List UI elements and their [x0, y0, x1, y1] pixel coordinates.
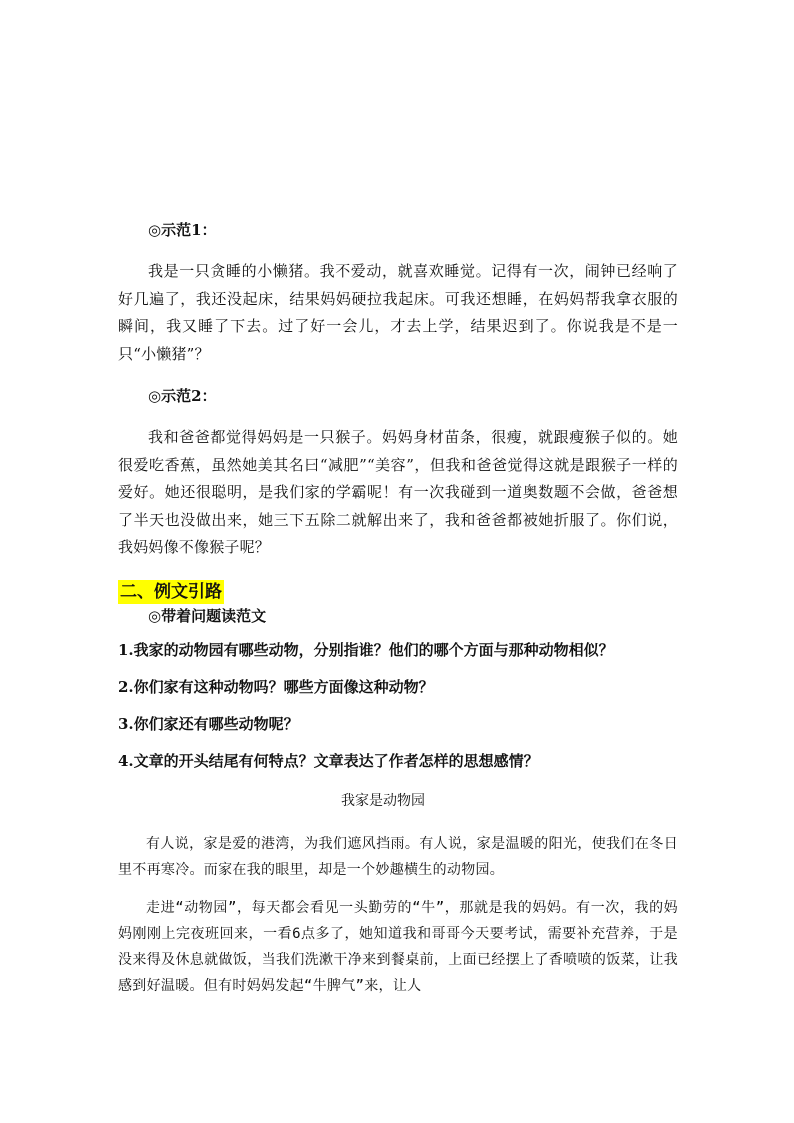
page-content [118, 220, 678, 1011]
section-title: 二、例文引路 [120, 581, 222, 602]
demo1-heading: ◎示范1： [148, 221, 217, 239]
question-item: 4.文章的开头结尾有何特点？文章表达了作者怎样的思想感情？ [118, 751, 539, 770]
section-title-wrap [118, 580, 678, 604]
question-item: 1.我家的动物园有哪些动物，分别指谁？他们的哪个方面与那种动物相似？ [118, 640, 614, 659]
essay-title: 我家是动物园 [341, 792, 425, 809]
demo1-paragraph: 我是一只贪睡的小懒猪。我不爱动，就喜欢睡觉。记得有一次，闹钟已经响了好几遍了，我还没起床，结果妈妈硬拉我起床。可我还想睡，在妈妈帮我拿衣服的瞬间，我又睡了下去。过了好一会儿，才去上学，结果迟到了。你说我是不是一只“小懒猪”？ [118, 262, 678, 363]
section-subheading: ◎带着问题读范文 [148, 606, 267, 625]
essay-paragraph: 有人说，家是爱的港湾，为我们遮风挡雨。有人说，家是温暖的阳光，使我们在冬日里不再寒冷。而家在我的眼里，却是一个妙趣横生的动物园。 [118, 835, 678, 878]
question-item: 3.你们家还有哪些动物呢？ [118, 714, 299, 733]
essay-paragraph: 走进“动物园”，每天都会看见一头勤劳的“牛”，那就是我的妈妈。有一次，我的妈妈刚刚上完夜班回来，一看6点多了，她知道我和哥哥今天要考试，需要补充营养，于是没来得及休息就做饭，当我们洗漱干净来到餐桌前，上面已经摆上了香喷喷的饭菜，让我感到好温暖。但有时妈妈发起“牛脾气”来，让人 [118, 899, 678, 994]
demo2-heading: ◎示范2： [148, 387, 217, 405]
demo2-paragraph: 我和爸爸都觉得妈妈是一只猴子。妈妈身材苗条，很瘦，就跟瘦猴子似的。她很爱吃香蕉，虽然她美其名曰“减肥”“美容”，但我和爸爸觉得这就是跟猴子一样的爱好。她还很聪明，是我们家的学霸呢！有一次我碰到一道奥数题不会做，爸爸想了半天也没做出来，她三下五除二就解出来了，我和爸爸都被她折服了。你们说，我妈妈像不像猴子呢？ [118, 428, 678, 556]
question-item: 2.你们家有这种动物吗？哪些方面像这种动物？ [118, 677, 434, 696]
